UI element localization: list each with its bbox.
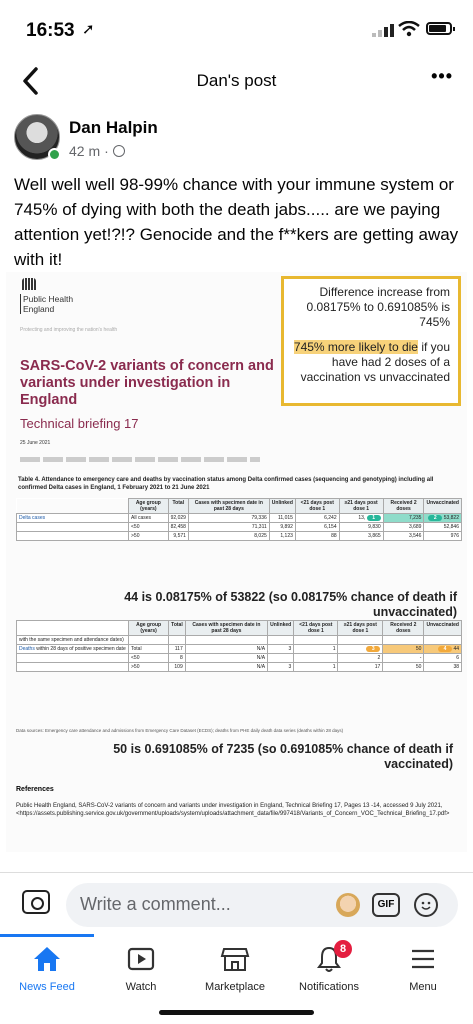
online-status-dot [48,148,61,161]
post-age: 42 m [69,143,101,159]
cellular-signal-icon [372,24,394,37]
note-difference: Difference increase from 0.08175% to 0.691085% is 745% [306,285,450,329]
tab-menu[interactable]: Menu [376,944,470,993]
page-title: Dan's post [196,71,277,90]
references-heading: References [16,786,54,793]
comment-input[interactable] [66,883,458,927]
globe-icon [113,145,125,157]
marketplace-store-icon [188,944,282,974]
table-row: Delta cases All cases 92,029 79,336 11,015 6,242 13, 1 7,235 2 53,822 [17,514,462,523]
avatar-sticker-icon[interactable] [336,893,360,917]
table-row: <50 82,458 71,311 9,892 6,154 9,830 3,689 52,846 [17,523,462,532]
table-row: Deaths within 28 days of positive specimen date Total 117 N/A 3 1 3 50 4 44 [17,645,462,654]
annotation-box [281,276,461,406]
marker-4: 4 [438,646,452,652]
doc-title: SARS-CoV-2 variants of concern and variants under investigation in England [20,358,274,408]
marker-2: 2 [428,515,442,521]
tab-watch[interactable]: Watch [94,944,188,993]
table-header-row: Age group (years) Total Cases with specimen date in past 28 days Unlinked <21 days post dose 1 ≥21 days post dose 1 Received 2 doses Unvaccinated [17,499,462,514]
crest-icon [22,278,36,290]
table-caption: Table 4. Attendance to emergency care and deaths by vaccination status among Delta confirmed cases (sequencing and genotyping) including all confirmed Delta cases in England, 1 February 2021 to 21 June 2021 [18,477,434,491]
post-text: Well well well 98-99% chance with your immune system or 745% of dying with both the death jabs..... are we paying attention yet!?!? Genocide and the f**kers are getting away with it! [14,175,459,269]
marker-3: 3 [366,646,380,652]
references-text: Public Health England, SARS-CoV-2 variants of concern and variants under investigation in England, Technical Briefing 17, Pages 13 -14, accessed 9 July 2021, <https://assets.publishing.service.gov.uk/government/uploads/system/uploads/attachment_data/file/997418/Variants_of_Concern_VOC_Technical_Briefing_17.pdf> [16,803,450,817]
author-name[interactable]: Dan Halpin [69,118,158,137]
faint-text-lines [20,457,260,462]
home-indicator [159,1010,314,1015]
divider [0,872,473,873]
status-bar [0,0,473,60]
gif-button[interactable]: GIF [372,893,400,917]
note-conclusion: 745% more likely to die if you have had 2 doses of a vaccination vs unvaccinated [293,340,450,384]
doc-date: 25 June 2021 [20,440,51,446]
deaths-table [16,620,462,672]
cases-table [16,498,462,541]
org-logo: Public Health England [20,294,73,314]
post-header [0,62,473,102]
calculation-vaccinated: 50 is 0.691085% of 7235 (so 0.691085% chance of death if vaccinated) [113,742,453,771]
notification-badge: 8 [334,940,352,958]
table-row: >50 9,571 8,025 1,123 88 3,865 3,546 976 [17,532,462,541]
bottom-tab-bar [0,934,473,1004]
battery-icon [426,22,452,35]
tab-marketplace[interactable]: Marketplace [188,944,282,993]
post-image[interactable] [6,272,467,852]
post-meta: 42 m · [69,143,125,159]
marker-1: 1 [367,515,381,521]
table-row: >50 109 N/A 3 1 17 50 38 [17,663,462,672]
comment-placeholder: Write a comment... [80,894,231,914]
watch-video-icon [94,944,188,974]
emoji-icon[interactable] [414,893,438,917]
home-icon [0,944,94,974]
table-row: with the same specimen and attendance dates) [17,636,462,645]
calculation-unvaccinated: 44 is 0.08175% of 53822 (so 0.08175% chance of death if unvaccinated) [124,590,457,619]
row-label: Deaths within 28 days of positive specimen date [17,645,129,654]
hamburger-menu-icon [376,944,470,974]
table-row: <50 8 N/A 2 - 6 [17,654,462,663]
active-tab-indicator [0,934,94,937]
doc-subtitle: Technical briefing 17 [20,416,139,431]
org-tagline: Protecting and improving the nation's health [20,327,118,333]
bell-icon [282,944,376,974]
tab-notifications[interactable]: 8 Notifications [282,944,376,993]
data-sources-note: Data sources: Emergency care attendance and admissions from Emergency Care Dataset (ECDS); deaths from PHE daily death data series (deaths within 28 days) [16,728,344,733]
camera-icon[interactable] [22,890,50,914]
clock: 16:53 [26,20,75,41]
table-header-row: Age group (years) Total Cases with specimen date in past 28 days Unlinked <21 days post dose 1 ≥21 days post dose 1 Received 2 doses Unvaccinated [17,621,462,636]
location-arrow-icon: ➚ [82,21,95,38]
row-label: Delta cases [17,514,129,523]
more-options-icon[interactable]: ••• [431,66,453,86]
wifi-icon [398,21,420,37]
tab-news-feed[interactable]: News Feed [0,944,94,993]
